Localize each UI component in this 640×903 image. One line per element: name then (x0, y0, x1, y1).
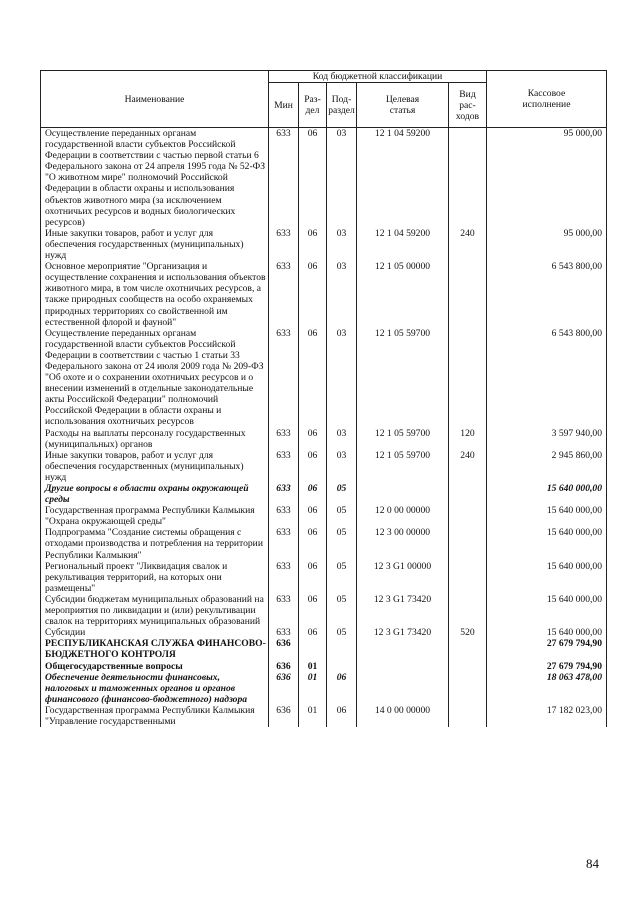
table-row (41, 627, 607, 638)
row-razdel (299, 638, 327, 660)
page-number: 84 (586, 856, 599, 871)
row-expense-type: 240 (449, 450, 487, 483)
row-target-article (357, 638, 449, 660)
table-row (41, 505, 607, 527)
header-kassa: Кассовое исполнение (487, 71, 607, 128)
row-kassa-sum: 18 063 478,00 (487, 672, 607, 705)
row-kassa-sum: 15 640 000,00 (487, 483, 607, 505)
row-razdel: 06 (299, 627, 327, 638)
table-row (41, 261, 607, 328)
row-name: Субсидии бюджетам муниципальных образований на мероприятия по ликвидации и (или) рекультивации свалок на территориях муниципальных образований (41, 594, 269, 627)
row-min: 633 (269, 328, 299, 428)
row-podrazdel: 06 (327, 705, 357, 727)
row-target-article: 12 3 G1 73420 (357, 627, 449, 638)
row-razdel: 06 (299, 505, 327, 527)
table-row (41, 672, 607, 705)
row-name: Субсидии (41, 627, 269, 638)
row-podrazdel: 05 (327, 627, 357, 638)
row-name: Региональный проект "Ликвидация свалок и рекультивация территорий, на которых они размещены" (41, 561, 269, 594)
row-min: 636 (269, 638, 299, 660)
header-classification-group: Код бюджетной классификации (269, 71, 487, 83)
row-kassa-sum: 6 543 800,00 (487, 261, 607, 328)
table-body (41, 128, 607, 728)
row-target-article: 14 0 00 00000 (357, 705, 449, 727)
row-razdel: 06 (299, 450, 327, 483)
table-row (41, 328, 607, 428)
row-target-article: 12 1 05 59700 (357, 428, 449, 450)
row-name: Государственная программа Республики Калмыкия "Охрана окружающей среды" (41, 505, 269, 527)
row-podrazdel: 05 (327, 561, 357, 594)
row-expense-type (449, 672, 487, 705)
row-podrazdel (327, 638, 357, 660)
header-podrazdel: Под- раздел (327, 83, 357, 128)
row-kassa-sum: 27 679 794,90 (487, 661, 607, 672)
row-kassa-sum: 6 543 800,00 (487, 328, 607, 428)
row-razdel: 06 (299, 594, 327, 627)
budget-table (40, 70, 607, 727)
row-razdel: 01 (299, 705, 327, 727)
row-target-article: 12 1 05 59700 (357, 328, 449, 428)
row-razdel: 06 (299, 561, 327, 594)
row-name: Общегосударственные вопросы (41, 661, 269, 672)
row-name: Государственная программа Республики Калмыкия "Управление государственными (41, 705, 269, 727)
row-expense-type (449, 261, 487, 328)
row-target-article: 12 1 05 59700 (357, 450, 449, 483)
row-kassa-sum: 15 640 000,00 (487, 561, 607, 594)
row-expense-type (449, 128, 487, 228)
row-kassa-sum: 15 640 000,00 (487, 505, 607, 527)
row-razdel: 01 (299, 661, 327, 672)
row-podrazdel: 03 (327, 228, 357, 261)
row-min: 633 (269, 594, 299, 627)
row-razdel: 06 (299, 228, 327, 261)
row-expense-type (449, 705, 487, 727)
row-expense-type (449, 594, 487, 627)
row-target-article: 12 3 G1 00000 (357, 561, 449, 594)
table-row (41, 661, 607, 672)
row-min: 633 (269, 450, 299, 483)
header-target: Целевая статья (357, 83, 449, 128)
row-podrazdel (327, 661, 357, 672)
row-podrazdel: 05 (327, 483, 357, 505)
row-podrazdel: 06 (327, 672, 357, 705)
row-razdel: 06 (299, 527, 327, 560)
header-name: Наименование (41, 71, 269, 128)
row-podrazdel: 03 (327, 428, 357, 450)
row-min: 633 (269, 505, 299, 527)
row-target-article (357, 483, 449, 505)
row-kassa-sum: 95 000,00 (487, 228, 607, 261)
table-row (41, 594, 607, 627)
table-row (41, 527, 607, 560)
row-name: Подпрограмма "Создание системы обращения с отходами производства и потребления на территории Республики Калмыкия" (41, 527, 269, 560)
row-podrazdel: 03 (327, 128, 357, 228)
row-podrazdel: 03 (327, 328, 357, 428)
row-razdel: 06 (299, 328, 327, 428)
row-target-article: 12 1 04 59200 (357, 128, 449, 228)
row-kassa-sum: 17 182 023,00 (487, 705, 607, 727)
row-podrazdel: 05 (327, 505, 357, 527)
row-min: 633 (269, 527, 299, 560)
row-target-article: 12 3 00 00000 (357, 527, 449, 560)
row-expense-type (449, 505, 487, 527)
row-kassa-sum: 15 640 000,00 (487, 527, 607, 560)
header-razdel: Раз- дел (299, 83, 327, 128)
row-min: 633 (269, 128, 299, 228)
row-expense-type: 520 (449, 627, 487, 638)
row-min: 636 (269, 661, 299, 672)
row-expense-type (449, 328, 487, 428)
row-razdel: 06 (299, 261, 327, 328)
row-expense-type (449, 661, 487, 672)
row-kassa-sum: 95 000,00 (487, 128, 607, 228)
header-vid: Вид рас- ходов (449, 83, 487, 128)
table-row (41, 128, 607, 228)
row-expense-type (449, 638, 487, 660)
row-target-article: 12 3 G1 73420 (357, 594, 449, 627)
row-name: Другие вопросы в области охраны окружающей среды (41, 483, 269, 505)
row-expense-type (449, 561, 487, 594)
row-name: Иные закупки товаров, работ и услуг для обеспечения государственных (муниципальных) нужд (41, 450, 269, 483)
row-target-article (357, 661, 449, 672)
table-row (41, 561, 607, 594)
row-name: Расходы на выплаты персоналу государственных (муниципальных) органов (41, 428, 269, 450)
row-razdel: 01 (299, 672, 327, 705)
table-row (41, 483, 607, 505)
row-expense-type: 120 (449, 428, 487, 450)
row-podrazdel: 03 (327, 450, 357, 483)
row-target-article (357, 672, 449, 705)
row-razdel: 06 (299, 483, 327, 505)
row-podrazdel: 05 (327, 594, 357, 627)
row-podrazdel: 05 (327, 527, 357, 560)
row-target-article: 12 1 04 59200 (357, 228, 449, 261)
table-row (41, 705, 607, 727)
row-name: Иные закупки товаров, работ и услуг для обеспечения государственных (муниципальных) нужд (41, 228, 269, 261)
row-expense-type: 240 (449, 228, 487, 261)
row-min: 633 (269, 627, 299, 638)
row-name: Осуществление переданных органам государственной власти субъектов Российской Федерации в соответствии с частью 1 статьи 33 Федерального закона от 24 июля 2009 года № 209-ФЗ "Об охоте и о сохранении охотничьих ресурсов и о внесении изменений в отдельные законодательные акты Российской Федерации" полномочий Российской Федерации в области охраны и использования охотничьих ресурсов (41, 328, 269, 428)
row-expense-type (449, 483, 487, 505)
row-razdel: 06 (299, 128, 327, 228)
row-kassa-sum: 27 679 794,90 (487, 638, 607, 660)
row-target-article: 12 1 05 00000 (357, 261, 449, 328)
table-row (41, 228, 607, 261)
row-min: 633 (269, 261, 299, 328)
row-min: 633 (269, 428, 299, 450)
row-min: 636 (269, 672, 299, 705)
row-min: 633 (269, 561, 299, 594)
row-name: Обеспечение деятельности финансовых, налоговых и таможенных органов и органов финансового (финансово-бюджетного) надзора (41, 672, 269, 705)
table-row (41, 450, 607, 483)
row-min: 636 (269, 705, 299, 727)
table-row (41, 428, 607, 450)
header-min: Мин (269, 83, 299, 128)
row-min: 633 (269, 228, 299, 261)
row-kassa-sum: 15 640 000,00 (487, 594, 607, 627)
row-kassa-sum: 3 597 940,00 (487, 428, 607, 450)
row-name: РЕСПУБЛИКАНСКАЯ СЛУЖБА ФИНАНСОВО-БЮДЖЕТНОГО КОНТРОЛЯ (41, 638, 269, 660)
row-name: Основное мероприятие "Организация и осуществление сохранения и использования объектов животного мира, в том числе охотничьих ресурсов, а также природных сообществ на особо охраняемых природных территориях со свойственной им естественной флорой и фауной" (41, 261, 269, 328)
row-kassa-sum: 2 945 860,00 (487, 450, 607, 483)
row-kassa-sum: 15 640 000,00 (487, 627, 607, 638)
row-name: Осуществление переданных органам государственной власти субъектов Российской Федерации в соответствии с частью первой статьи 6 Федерального закона от 24 апреля 1995 года № 52-ФЗ "О животном мире" полномочий Российской Федерации в области охраны и использования объектов животного мира (за исключением охотничьих ресурсов и водных биологических ресурсов) (41, 128, 269, 228)
row-target-article: 12 0 00 00000 (357, 505, 449, 527)
row-razdel: 06 (299, 428, 327, 450)
row-podrazdel: 03 (327, 261, 357, 328)
row-min: 633 (269, 483, 299, 505)
row-expense-type (449, 527, 487, 560)
table-row (41, 638, 607, 660)
